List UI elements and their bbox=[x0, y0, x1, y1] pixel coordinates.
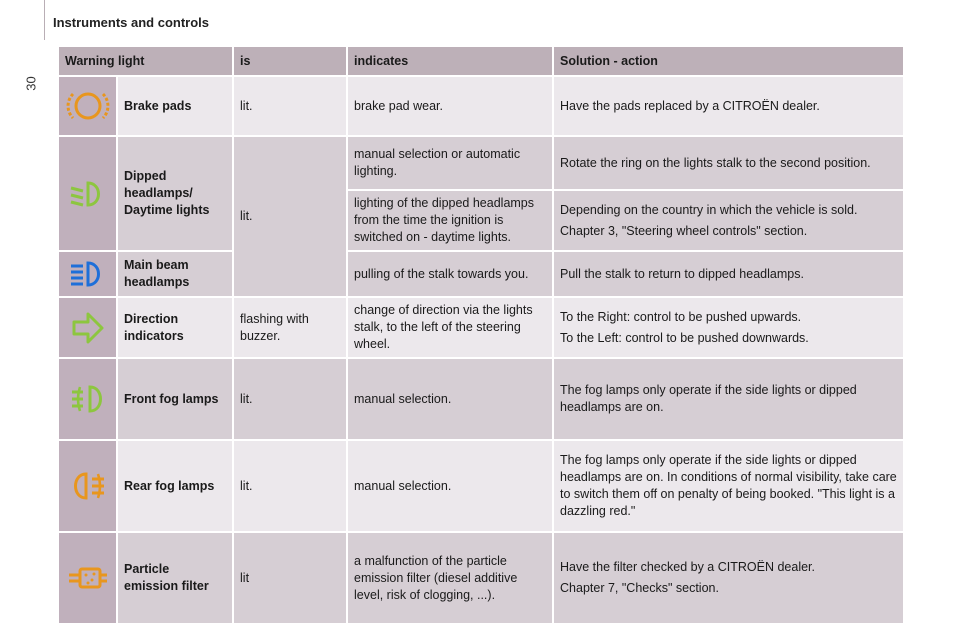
row-name: Rear fog lamps bbox=[117, 440, 233, 532]
table-row bbox=[58, 440, 904, 532]
icon-cell bbox=[58, 76, 117, 136]
direction-indicator-arrow-icon bbox=[59, 310, 116, 346]
icon-cell bbox=[58, 440, 117, 532]
front-fog-lamp-icon bbox=[59, 382, 116, 416]
row-action: Rotate the ring on the lights stalk to the second position. bbox=[553, 136, 904, 190]
table-row bbox=[58, 251, 904, 297]
icon-cell bbox=[58, 532, 117, 624]
action-line: Depending on the country in which the vehicle is sold. bbox=[560, 202, 858, 217]
row-action: The fog lamps only operate if the side lights or dipped headlamps are on. In conditions of normal visibility, take care to switch them off on penalty of being booked. "This light is a dazzling red." bbox=[553, 440, 904, 532]
header-indicates: indicates bbox=[347, 46, 553, 76]
action-line: To the Left: control to be pushed downwards. bbox=[560, 330, 809, 345]
action-line: To the Right: control to be pushed upwards. bbox=[560, 309, 802, 324]
row-is: lit. bbox=[233, 136, 347, 297]
row-action bbox=[553, 297, 904, 358]
row-indicates: lighting of the dipped headlamps from the time the ignition is switched on - daytime lights. bbox=[347, 190, 553, 251]
row-is: lit bbox=[233, 532, 347, 624]
action-line: Have the filter checked by a CITROËN dealer. bbox=[560, 560, 815, 574]
row-name: Particle emission filter bbox=[117, 532, 233, 624]
icon-cell bbox=[58, 297, 117, 358]
header-solution-action: Solution - action bbox=[553, 46, 904, 76]
row-indicates: manual selection. bbox=[347, 440, 553, 532]
header-warning-light: Warning light bbox=[58, 46, 233, 76]
row-is: lit. bbox=[233, 440, 347, 532]
warning-lights-table bbox=[57, 45, 905, 625]
brake-pad-warning-icon bbox=[59, 88, 116, 124]
action-line: Chapter 3, "Steering wheel controls" section. bbox=[560, 223, 808, 238]
row-indicates: manual selection. bbox=[347, 358, 553, 440]
row-is: lit. bbox=[233, 76, 347, 136]
table-row bbox=[58, 136, 904, 190]
row-indicates: change of direction via the lights stalk, to the left of the steering wheel. bbox=[347, 297, 553, 358]
margin-rule bbox=[44, 0, 45, 40]
row-name: Dipped headlamps/ Daytime lights bbox=[117, 136, 233, 251]
table-row bbox=[58, 76, 904, 136]
table-row bbox=[58, 532, 904, 624]
section-title: Instruments and controls bbox=[53, 15, 210, 30]
row-action: Pull the stalk to return to dipped headlamps. bbox=[553, 251, 904, 297]
main-beam-headlamp-icon bbox=[59, 258, 116, 290]
row-action bbox=[553, 532, 904, 624]
row-indicates: brake pad wear. bbox=[347, 76, 553, 136]
row-action bbox=[553, 190, 904, 251]
row-action: Have the pads replaced by a CITROËN dealer. bbox=[553, 76, 904, 136]
icon-cell bbox=[58, 358, 117, 440]
row-indicates: pulling of the stalk towards you. bbox=[347, 251, 553, 297]
page-number: 30 bbox=[23, 76, 39, 91]
icon-cell bbox=[58, 251, 117, 297]
row-is: flashing with buzzer. bbox=[233, 297, 347, 358]
row-name: Direction indicators bbox=[117, 297, 233, 358]
row-indicates: manual selection or automatic lighting. bbox=[347, 136, 553, 190]
icon-cell bbox=[58, 136, 117, 251]
table-row bbox=[58, 358, 904, 440]
header-is: is bbox=[233, 46, 347, 76]
row-action: The fog lamps only operate if the side lights or dipped headlamps are on. bbox=[553, 358, 904, 440]
row-name: Brake pads bbox=[117, 76, 233, 136]
particle-filter-icon bbox=[59, 563, 116, 593]
table-row bbox=[58, 297, 904, 358]
dipped-headlamp-icon bbox=[59, 178, 116, 210]
row-name: Main beam headlamps bbox=[117, 251, 233, 297]
row-is: lit. bbox=[233, 358, 347, 440]
row-indicates: a malfunction of the particle emission filter (diesel additive level, risk of clogging, ...). bbox=[347, 532, 553, 624]
action-line: Chapter 7, "Checks" section. bbox=[560, 581, 719, 595]
row-name: Front fog lamps bbox=[117, 358, 233, 440]
rear-fog-lamp-icon bbox=[59, 469, 116, 503]
table-header-row bbox=[58, 46, 904, 76]
